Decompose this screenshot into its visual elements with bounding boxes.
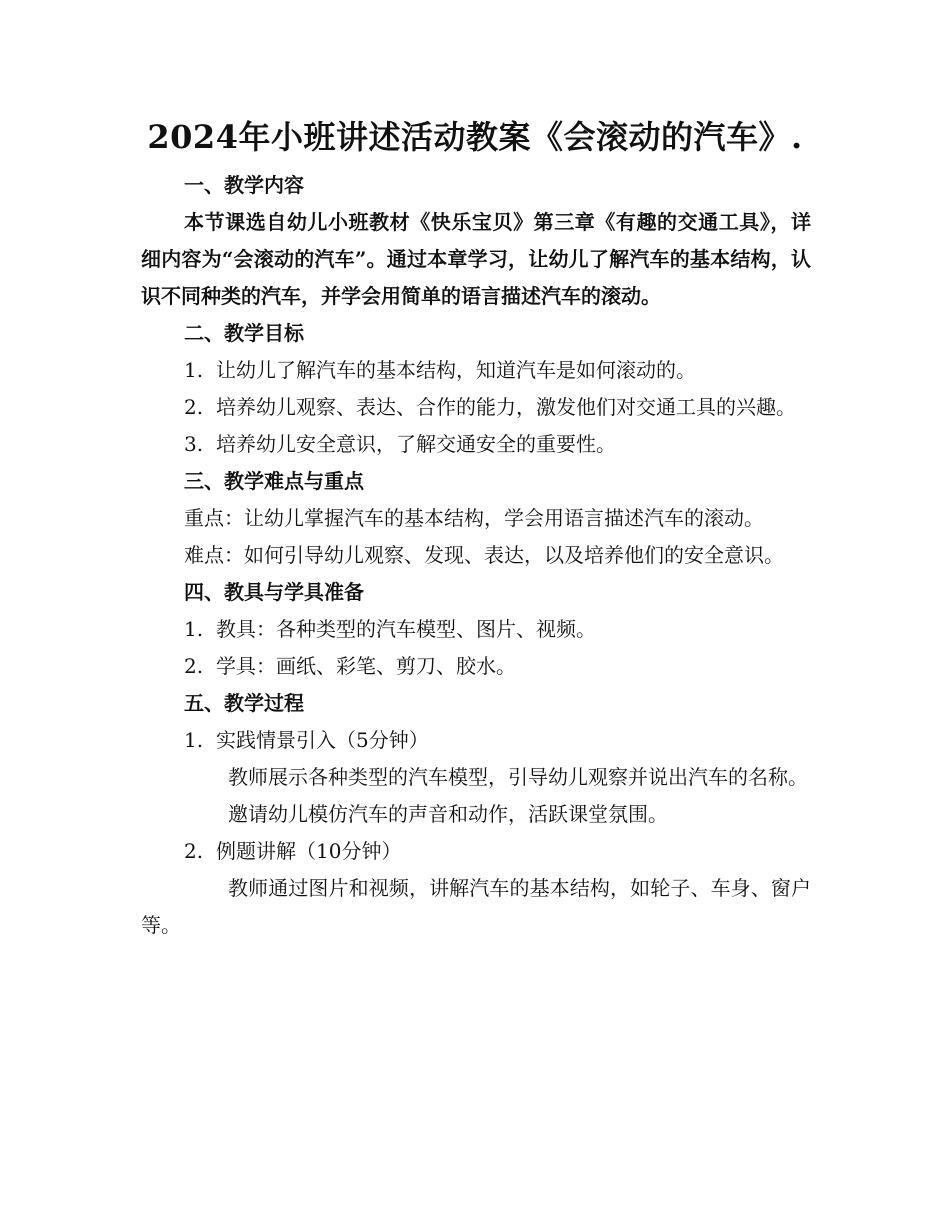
item-number: 1. bbox=[184, 358, 204, 382]
item-number: 2. bbox=[184, 395, 204, 419]
section-heading-teaching-goals: 二、教学目标 bbox=[184, 321, 304, 345]
teaching-content-paragraph: 本节课选自幼儿小班教材《快乐宝贝》第三章《有趣的交通工具》，详细内容为“会滚动的汽车”。通过本章学习，让幼儿了解汽车的基本结构，认识不同种类的汽车，并学会用简单的语言描述汽车的滚动。 bbox=[141, 210, 811, 308]
document-body bbox=[141, 167, 811, 944]
key-point-line: 重点：让幼儿掌握汽车的基本结构，学会用语言描述汽车的滚动。 bbox=[184, 506, 764, 530]
item-text: 例题讲解（10分钟） bbox=[216, 839, 402, 863]
document-title: 2024年小班讲述活动教案《会滚动的汽车》. bbox=[147, 118, 803, 156]
goal-item bbox=[141, 426, 811, 463]
process-step-detail: 邀请幼儿模仿汽车的声音和动作，活跃课堂氛围。 bbox=[228, 802, 668, 826]
item-number: 2. bbox=[184, 839, 204, 863]
section-heading-teaching-content: 一、教学内容 bbox=[184, 173, 304, 197]
goal-item bbox=[141, 389, 811, 426]
section-heading-difficulties-key-points: 三、教学难点与重点 bbox=[184, 469, 364, 493]
item-text: 教具：各种类型的汽车模型、图片、视频。 bbox=[216, 617, 596, 641]
aids-item bbox=[141, 611, 811, 648]
item-number: 3. bbox=[184, 432, 204, 456]
process-step-detail: 教师通过图片和视频，讲解汽车的基本结构，如轮子、车身、窗户等。 bbox=[141, 876, 811, 937]
section-heading-teaching-aids: 四、教具与学具准备 bbox=[184, 580, 364, 604]
item-text: 让幼儿了解汽车的基本结构，知道汽车是如何滚动的。 bbox=[216, 358, 696, 382]
process-step bbox=[141, 722, 811, 759]
process-step-detail: 教师展示各种类型的汽车模型，引导幼儿观察并说出汽车的名称。 bbox=[228, 765, 808, 789]
difficulty-line: 难点：如何引导幼儿观察、发现、表达，以及培养他们的安全意识。 bbox=[184, 543, 784, 567]
item-number: 1. bbox=[184, 728, 204, 752]
item-text: 学具：画纸、彩笔、剪刀、胶水。 bbox=[216, 654, 516, 678]
goal-item bbox=[141, 352, 811, 389]
item-text: 实践情景引入（5分钟） bbox=[216, 728, 429, 752]
item-number: 1. bbox=[184, 617, 204, 641]
process-step bbox=[141, 833, 811, 870]
item-text: 培养幼儿观察、表达、合作的能力，激发他们对交通工具的兴趣。 bbox=[216, 395, 796, 419]
item-number: 2. bbox=[184, 654, 204, 678]
section-heading-teaching-process: 五、教学过程 bbox=[184, 691, 304, 715]
item-text: 培养幼儿安全意识，了解交通安全的重要性。 bbox=[216, 432, 616, 456]
aids-item bbox=[141, 648, 811, 685]
